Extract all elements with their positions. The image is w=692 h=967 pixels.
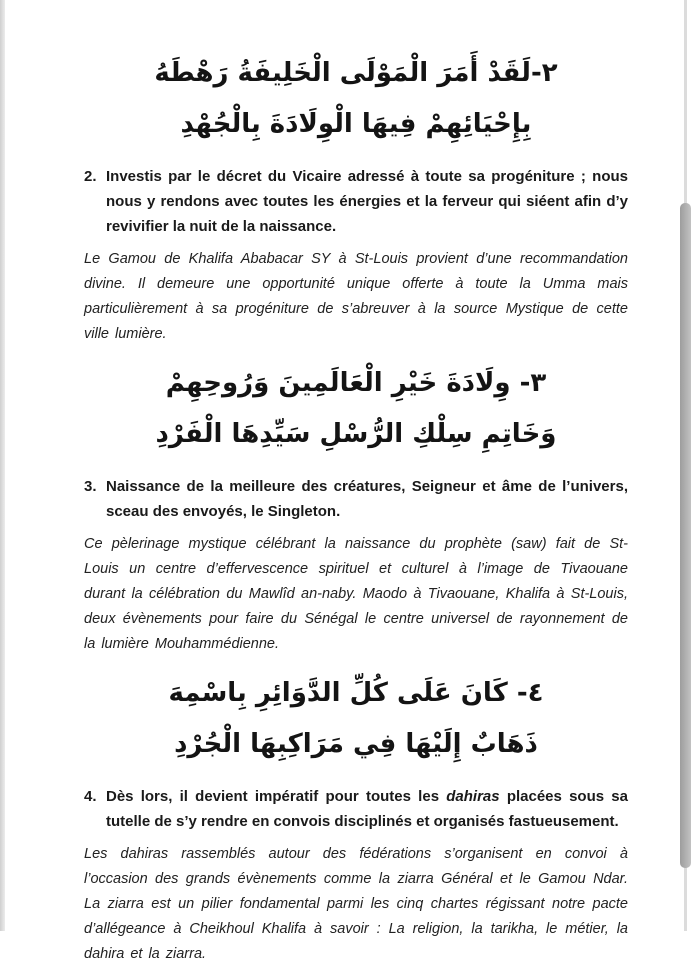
translation-4-text [106,784,628,834]
arabic-verse-2 [84,48,628,150]
translation-4-text-before: Dès lors, il devient impératif pour toutes les [106,788,447,805]
translation-2 [84,164,628,239]
translation-4-italic-term: dahiras [446,788,500,805]
commentary-4: Les dahiras rassemblés autour des fédérations s’organisent en convoi à l’occasion des grands évènements comme la ziarra Général et le Gamou Ndar. La ziarra est un pilier fondamental parmi les cinq chartes régissant notre pacte d’allégeance à Cheikhoul Khalifa à savoir : La religion, la tarikha, le métier, la dahira et la ziarra. [84,846,628,962]
translation-4-number: 4. [84,788,97,805]
translation-4 [84,784,628,834]
arabic-verse-3-line-1: ٣- وِلَادَةَ خَيْرِ الْعَالَمِينَ وَرُوحِهِمْ [165,368,547,398]
translation-3-text: Naissance de la meilleure des créatures, Seigneur et âme de l’univers, sceau des envoyés, le Singleton. [106,478,628,520]
arabic-verse-2-line-2: بِإِحْيَائِهِمْ فِيهَا الْوِلَادَةَ بِالْجُهْدِ [180,109,532,139]
arabic-verse-3 [84,358,628,460]
commentary-2: Le Gamou de Khalifa Ababacar SY à St-Louis provient d’une recommandation divine. Il demeure une opportunité unique offerte à toute la Umma mais particulièrement à sa progéniture de s’abreuver à la source Mystique de cette ville lumière. [84,251,628,342]
arabic-verse-4 [84,668,628,770]
translation-3 [84,474,628,524]
arabic-verse-4-line-2: ذَهَابٌ إِلَيْهَا فِي مَرَاكِبِهَا الْجُرْدِ [174,729,538,759]
commentary-3: Ce pèlerinage mystique célébrant la naissance du prophète (saw) fait de St-Louis un centre d’effervescence spirituel et culturel à l’image de Tivaouane durant la célébration du Mawlîd an-naby. Maodo à Tivaouane, Khalifa à St-Louis, deux évènements pour faire du Sénégal le centre universel de rayonnement de la lumière Mouhammédienne. [84,536,628,652]
translation-2-number: 2. [84,168,97,185]
arabic-verse-2-line-1: ٢-لَقَدْ أَمَرَ الْمَوْلَى الْخَلِيفَةُ رَهْطَهُ [154,58,558,88]
translation-3-number: 3. [84,478,97,495]
arabic-verse-3-line-2: وَخَاتِمِ سِلْكِ الرُّسْلِ سَيِّدِهَا الْفَرْدِ [155,419,557,449]
arabic-verse-4-line-1: ٤- كَانَ عَلَى كُلِّ الدَّوَائِرِ بِاسْمِهَ [168,678,544,708]
translation-4-text-after: placées sous sa tutelle de s’y rendre en convois disciplinés et organisés fastueusement. [106,788,628,830]
scrollbar-thumb[interactable] [680,203,691,868]
translation-2-text: Investis par le décret du Vicaire adressé à toute sa progéniture ; nous nous y rendons avec toutes les énergies et la ferveur qui siéent afin d’y revivifier la nuit de la naissance. [106,168,628,235]
